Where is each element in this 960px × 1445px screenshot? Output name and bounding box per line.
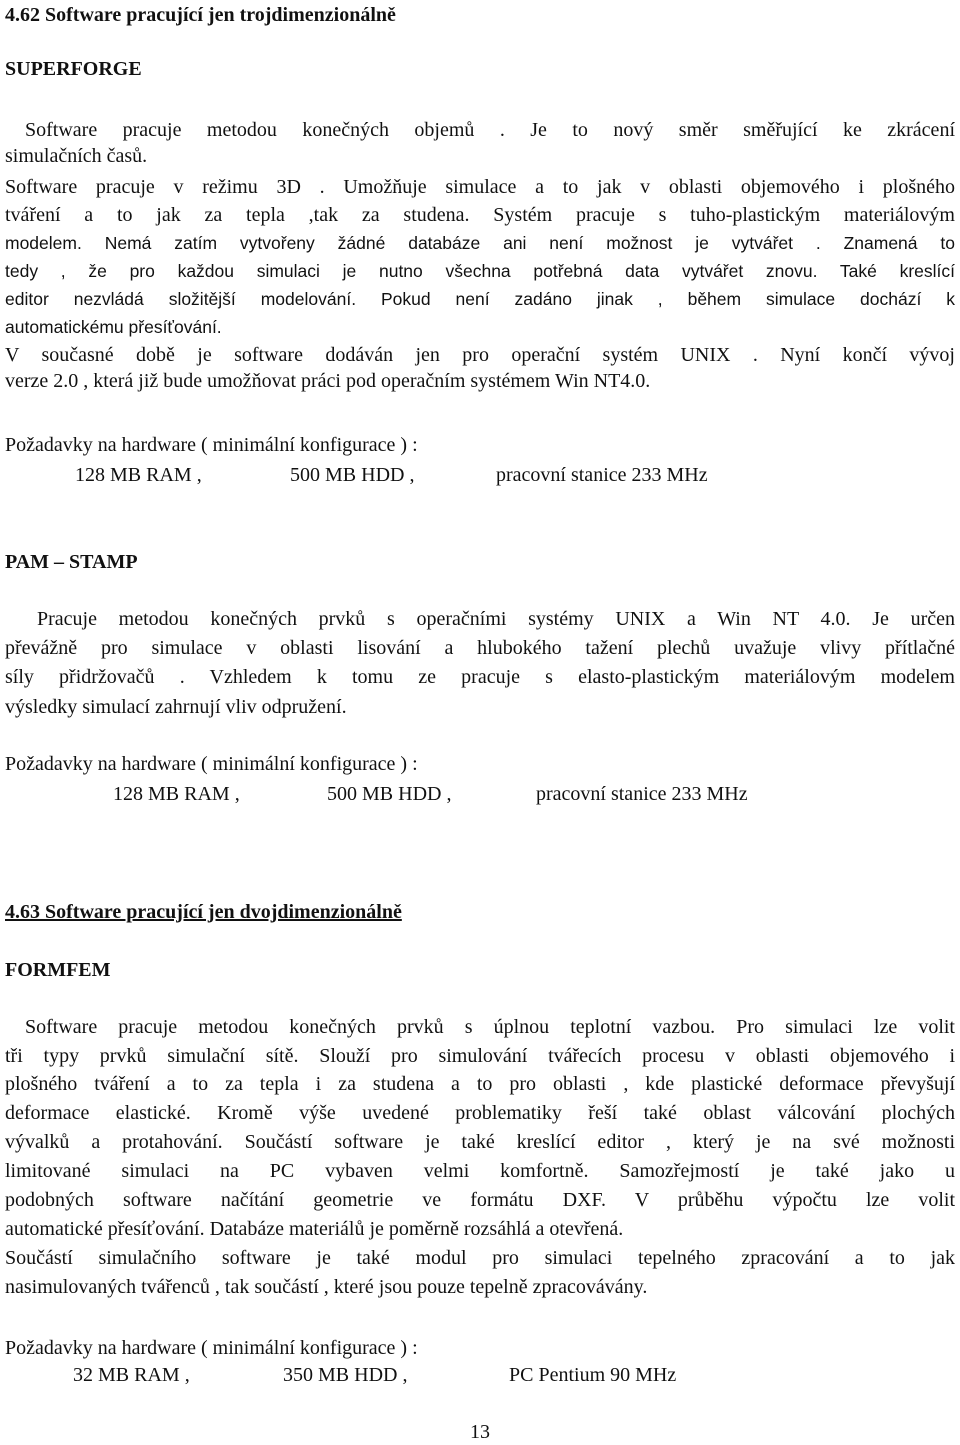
pamstamp-hw-hdd: 500 MB HDD ,	[327, 783, 452, 805]
formfem-title: FORMFEM	[5, 959, 111, 981]
superforge-line-4: tváření a to jak za tepla ,tak za studena. Systém pracuje s tuho-plastickým materiálovým	[5, 204, 955, 226]
superforge-hw-cpu: pracovní stanice 233 MHz	[496, 464, 708, 486]
formfem-hw-ram: 32 MB RAM ,	[73, 1364, 190, 1386]
formfem-line-2: tři typy prvků simulační sítě. Slouží pro simulování tvářecích procesu v oblasti objemového i	[5, 1045, 955, 1067]
superforge-line-1: Software pracuje metodou konečných objemů . Je to nový směr směřující ke zkrácení	[25, 119, 955, 141]
pamstamp-line-3: síly přidržovačů . Vzhledem k tomu ze pracuje s elasto-plastickým materiálovým modelem	[5, 666, 955, 688]
superforge-title: SUPERFORGE	[5, 58, 142, 80]
formfem-hw-cpu: PC Pentium 90 MHz	[509, 1364, 677, 1386]
formfem-line-4: deformace elastické. Kromě výše uvedené problematiky řeší také oblast válcování plochých	[5, 1102, 955, 1124]
superforge-line-6: tedy , že pro každou simulaci je nutno všechna potřebná data vytvářet znovu. Také kreslící	[5, 261, 955, 281]
superforge-line-7: editor nezvládá složitější modelování. Pokud není zadáno jinak , během simulace dochází k	[5, 289, 955, 309]
formfem-line-6: limitované simulaci na PC vybaven velmi komfortně. Samozřejmostí je také jako u	[5, 1160, 955, 1182]
formfem-line-3: plošného tváření a to za tepla i za studena a to pro oblasti , kde plastické deformace převyšují	[5, 1073, 955, 1095]
superforge-line-5: modelem. Nemá zatím vytvořeny žádné databáze ani není možnost je vytvářet . Znamená to	[5, 233, 955, 253]
pamstamp-line-2: převážně pro simulace v oblasti lisování a hlubokého tažení plechů uvažuje vlivy přítlačné	[5, 637, 955, 659]
superforge-line-2: simulačních časů.	[5, 145, 148, 167]
superforge-line-8: automatickému přesíťování.	[5, 317, 222, 337]
pamstamp-hw-ram: 128 MB RAM ,	[113, 783, 240, 805]
superforge-hw-hdd: 500 MB HDD ,	[290, 464, 415, 486]
formfem-line-10: nasimulovaných tvářenců , tak součástí , které jsou pouze tepelně zpracovávány.	[5, 1276, 648, 1298]
formfem-line-8: automatické přesíťování. Databáze materiálů je poměrně rozsáhlá a otevřená.	[5, 1218, 624, 1240]
pamstamp-line-4: výsledky simulací zahrnují vliv odpružení.	[5, 696, 347, 718]
pamstamp-line-1: Pracuje metodou konečných prvků s operačními systémy UNIX a Win NT 4.0. Je určen	[37, 608, 955, 630]
formfem-line-1: Software pracuje metodou konečných prvků s úplnou teplotní vazbou. Pro simulaci lze volit	[25, 1016, 955, 1038]
pamstamp-hw-label: Požadavky na hardware ( minimální konfigurace ) :	[5, 753, 418, 775]
superforge-line-9: V současné době je software dodáván jen pro operační systém UNIX . Nyní končí vývoj	[5, 344, 955, 366]
formfem-line-5: vývalků a protahování. Součástí software je také kreslící editor , který je na své možnosti	[5, 1131, 955, 1153]
superforge-hw-ram: 128 MB RAM ,	[75, 464, 202, 486]
superforge-line-10: verze 2.0 , která již bude umožňovat práci pod operačním systémem Win NT4.0.	[5, 370, 651, 392]
formfem-hw-hdd: 350 MB HDD ,	[283, 1364, 408, 1386]
formfem-line-9: Součástí simulačního software je také modul pro simulaci tepelného zpracování a to jak	[5, 1247, 955, 1269]
superforge-line-3: Software pracuje v režimu 3D . Umožňuje simulace a to jak v oblasti objemového i plošného	[5, 176, 955, 198]
section-heading-3d: 4.62 Software pracující jen trojdimenzionálně	[5, 4, 396, 26]
formfem-line-7: podobných software načítání geometrie ve formátu DXF. V průběhu výpočtu lze volit	[5, 1189, 955, 1211]
superforge-hw-label: Požadavky na hardware ( minimální konfigurace ) :	[5, 434, 418, 456]
pamstamp-title: PAM – STAMP	[5, 551, 138, 573]
pamstamp-hw-cpu: pracovní stanice 233 MHz	[536, 783, 748, 805]
page-number: 13	[470, 1421, 490, 1443]
section-heading-2d: 4.63 Software pracující jen dvojdimenzionálně	[5, 901, 402, 923]
formfem-hw-label: Požadavky na hardware ( minimální konfigurace ) :	[5, 1337, 418, 1359]
